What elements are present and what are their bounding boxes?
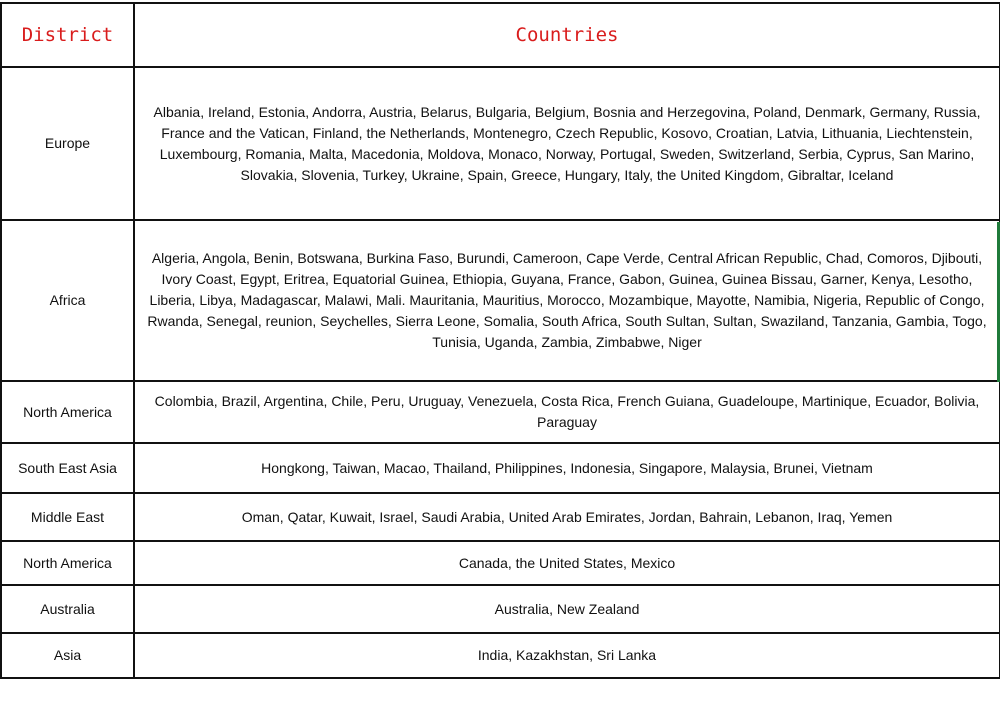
district-cell: Europe xyxy=(1,67,134,220)
district-cell: Australia xyxy=(1,585,134,633)
countries-cell: Australia, New Zealand xyxy=(134,585,1000,633)
region-table xyxy=(0,2,1000,679)
district-cell: South East Asia xyxy=(1,443,134,493)
table-row xyxy=(1,220,1000,381)
table-row xyxy=(1,541,1000,585)
table-row xyxy=(1,493,1000,541)
district-cell: North America xyxy=(1,541,134,585)
header-row xyxy=(1,3,1000,67)
table-row xyxy=(1,381,1000,443)
table-row xyxy=(1,443,1000,493)
countries-cell: Hongkong, Taiwan, Macao, Thailand, Philippines, Indonesia, Singapore, Malaysia, Brunei, Vietnam xyxy=(134,443,1000,493)
countries-cell: Colombia, Brazil, Argentina, Chile, Peru, Uruguay, Venezuela, Costa Rica, French Guiana, Guadeloupe, Martinique, Ecuador, Bolivia, Paraguay xyxy=(134,381,1000,443)
district-cell: Asia xyxy=(1,633,134,678)
table-row xyxy=(1,633,1000,678)
district-header: District xyxy=(1,3,134,67)
countries-cell: Albania, Ireland, Estonia, Andorra, Austria, Belarus, Bulgaria, Belgium, Bosnia and Herzegovina, Poland, Denmark, Germany, Russia, France and the Vatican, Finland, the Netherlands, Montenegro, Czech Republic, Kosovo, Croatian, Latvia, Lithuania, Liechtenstein, Luxembourg, Romania, Malta, Macedonia, Moldova, Monaco, Norway, Portugal, Sweden, Switzerland, Serbia, Cyprus, San Marino, Slovakia, Slovenia, Turkey, Ukraine, Spain, Greece, Hungary, Italy, the United Kingdom, Gibraltar, Iceland xyxy=(134,67,1000,220)
table-row xyxy=(1,67,1000,220)
district-cell: Middle East xyxy=(1,493,134,541)
countries-cell: Oman, Qatar, Kuwait, Israel, Saudi Arabia, United Arab Emirates, Jordan, Bahrain, Lebanon, Iraq, Yemen xyxy=(134,493,1000,541)
district-cell: Africa xyxy=(1,220,134,381)
countries-cell: Canada, the United States, Mexico xyxy=(134,541,1000,585)
district-cell: North America xyxy=(1,381,134,443)
countries-cell: India, Kazakhstan, Sri Lanka xyxy=(134,633,1000,678)
countries-cell: Algeria, Angola, Benin, Botswana, Burkina Faso, Burundi, Cameroon, Cape Verde, Central African Republic, Chad, Comoros, Djibouti, Ivory Coast, Egypt, Eritrea, Equatorial Guinea, Ethiopia, Guyana, France, Gabon, Guinea, Guinea Bissau, Garner, Kenya, Lesotho, Liberia, Libya, Madagascar, Malawi, Mali. Mauritania, Mauritius, Morocco, Mozambique, Mayotte, Namibia, Nigeria, Republic of Congo, Rwanda, Senegal, reunion, Seychelles, Sierra Leone, Somalia, South Africa, South Sultan, Sultan, Swaziland, Tanzania, Gambia, Togo, Tunisia, Uganda, Zambia, Zimbabwe, Niger xyxy=(134,220,1000,381)
table-row xyxy=(1,585,1000,633)
countries-header: Countries xyxy=(134,3,1000,67)
